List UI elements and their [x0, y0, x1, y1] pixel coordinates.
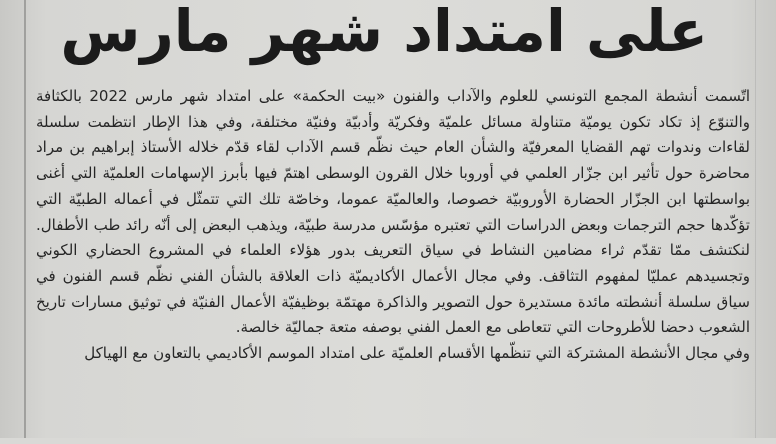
article-paragraph-1: اتّسمت أنشطة المجمع التونسي للعلوم والآداب والفنون «بيت الحكمة» على امتداد شهر مارس 2022 بالكثافة والتنوّع إذ تكاد تكون يوميّة متناولة مسائل علميّة وفكريّة وأدبيّة وفنيّة مختلفة، وفي هذا الإطار انتظمت سلسلة لقاءات وندوات تهم القضايا المعرفيّة والشأن العام حيث نظّم قسم الآداب لقاء قدّم خلاله الأستاذ إبراهيم بن مراد محاضرة حول تأثير ابن جزّار العلمي في أوروبا خلال القرون الوسطى اهتمّ فيها بأبرز الإسهامات العلميّة التي أغنى بواسطتها ابن الجزّار الحضارة الأوروبيّة خصوصا، والعالميّة عموما، وخاصّة تلك التي تتمثّل في أعماله الطبيّة التي تؤكّدها حجم الترجمات وبعض الدراسات التي تعتبره مؤسّس مدرسة طبيّة، ويذهب البعض إلى أنّه رائد طب الأطفال. لنكتشف ممّا تقدّم ثراء مضامين النشاط في سياق التعريف بدور هؤلاء العلماء في المشروع الحضاري الكوني وتجسيدهم عمليّا لمفهوم التثاقف. وفي مجال الأعمال الأكاديميّة ذات العلاقة بالشأن الفني نظّم قسم الفنون في سياق سلسلة أنشطته مائدة مستديرة حول التصوير والذاكرة مهتمّة بوظيفيّة الأعمال الفنيّة في توثيق مسارات تاريخ الشعوب دحضا للأطروحات التي تتعاطى مع العمل الفني بوصفه متعة جماليّة خالصة.	[36, 87, 750, 337]
article-body	[36, 84, 750, 444]
article-headline: على امتداد شهر مارس	[60, 0, 708, 65]
column-rule-left	[24, 0, 26, 438]
article-paragraph-2: وفي مجال الأنشطة المشتركة التي تنظّمها الأقسام العلميّة على امتداد الموسم الأكاديمي بالتعاون مع الهياكل	[84, 344, 750, 363]
column-rule-right	[755, 0, 756, 438]
